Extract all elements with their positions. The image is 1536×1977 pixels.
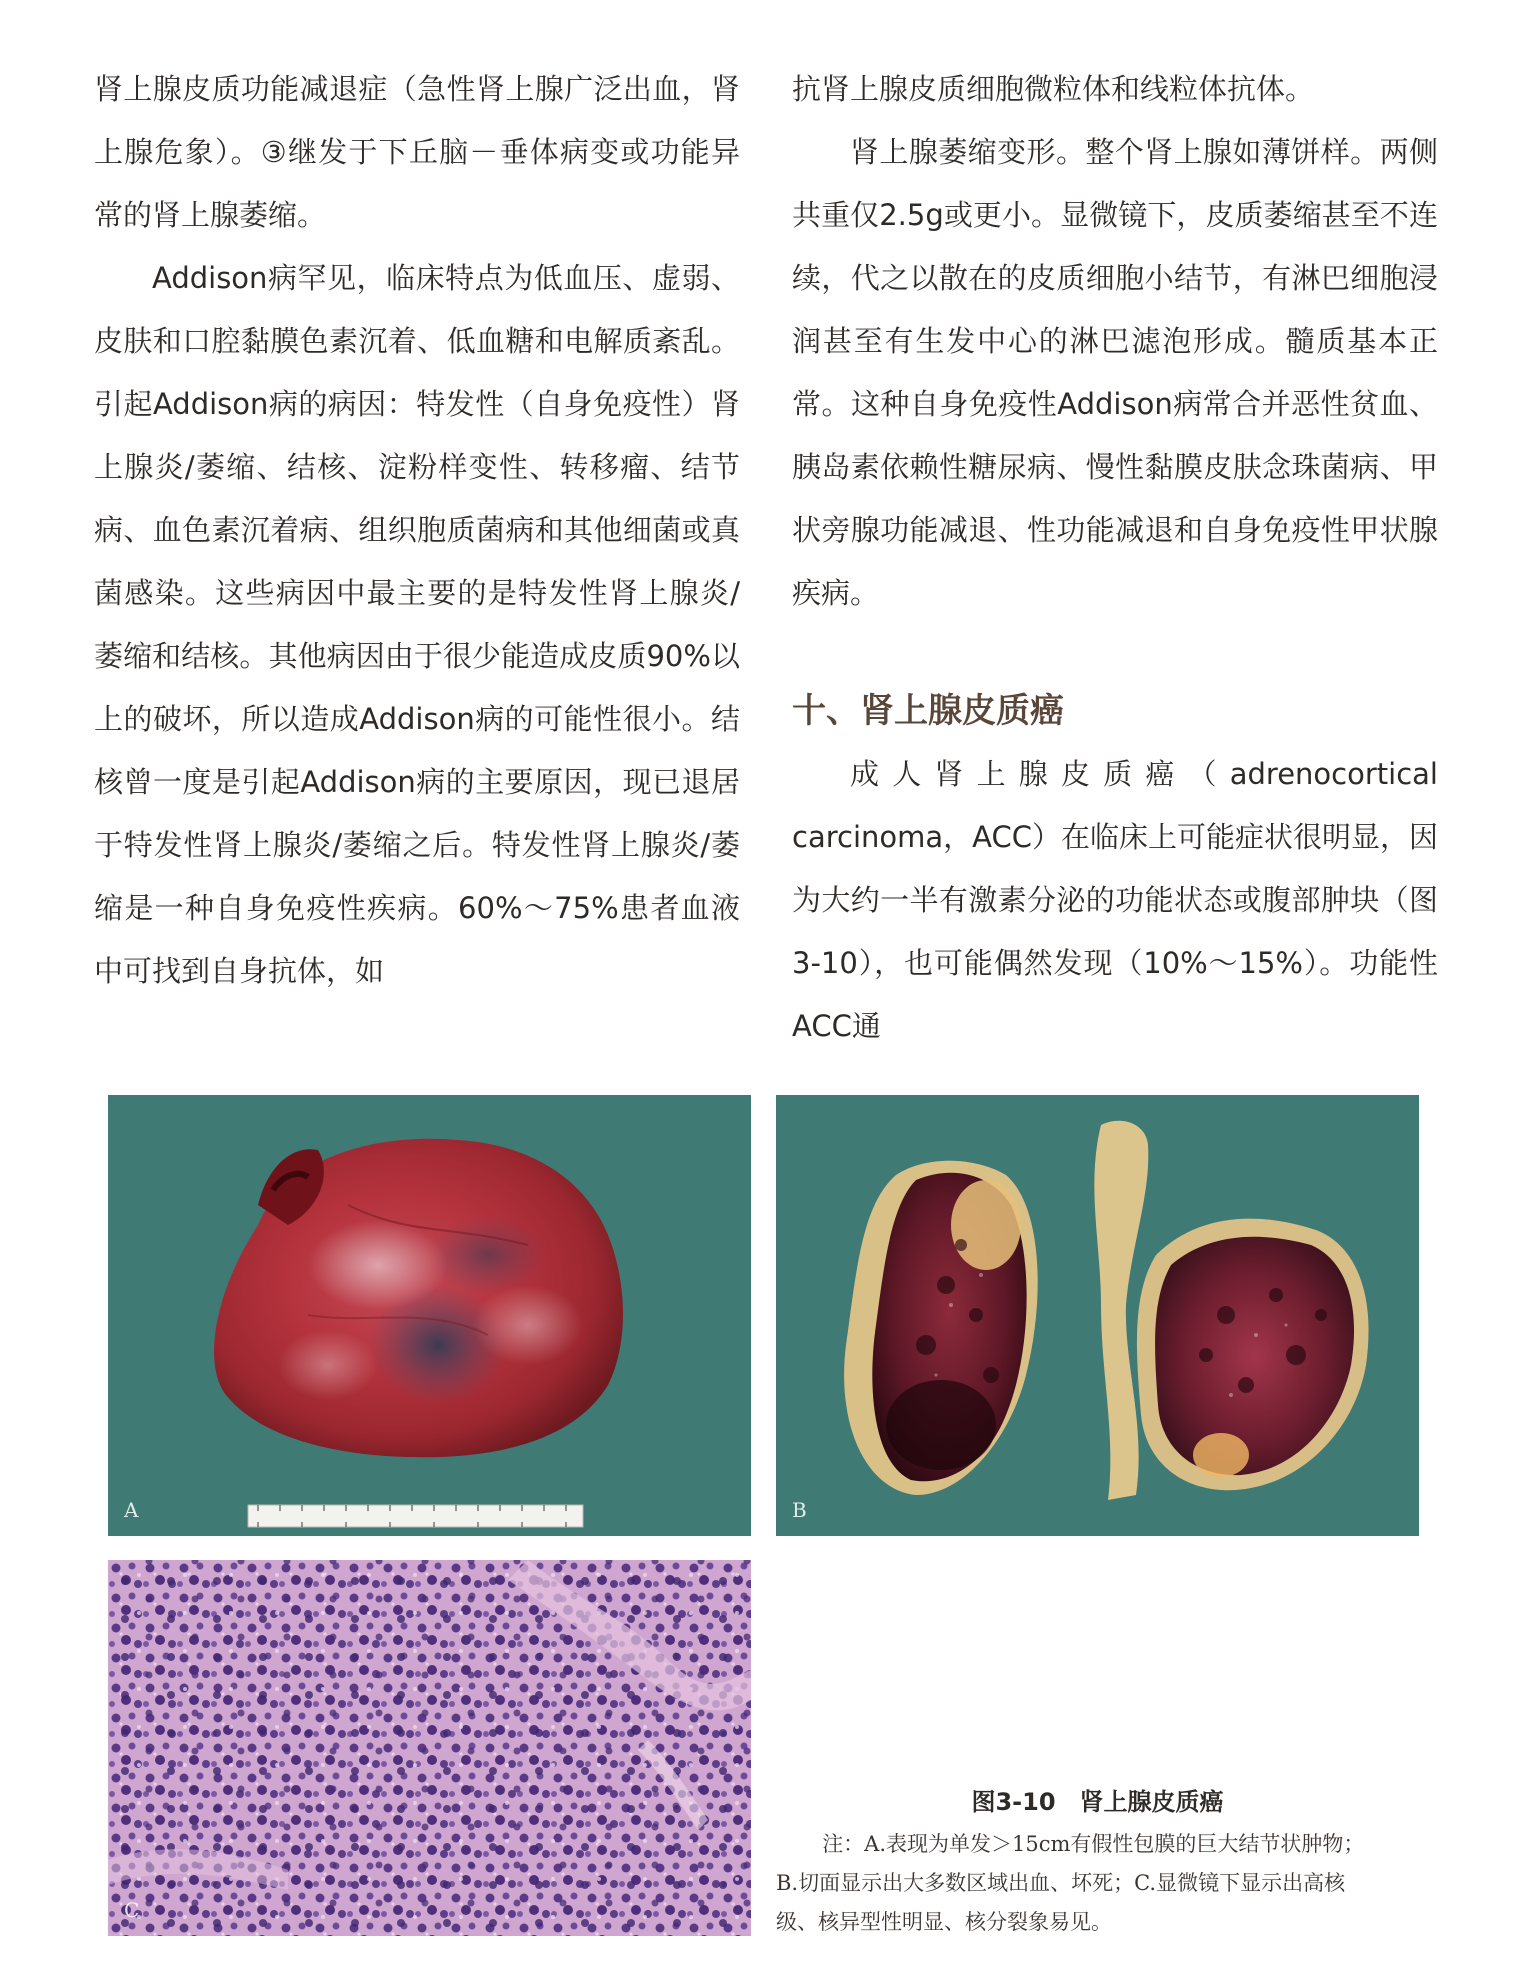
left-paragraph-1: 肾上腺皮质功能减退症（急性肾上腺广泛出血，肾上腺危象）。③继发于下丘脑－垂体病变或功能异常的肾上腺萎缩。 — [94, 72, 740, 232]
section-heading: 十、肾上腺皮质癌 — [792, 691, 1064, 731]
histology-micrograph — [108, 1560, 751, 1936]
right-paragraph-atrophy: 肾上腺萎缩变形。整个肾上腺如薄饼样。两侧共重仅2.5g或更小。显微镜下，皮质萎缩甚至不连续，代之以散在的皮质细胞小结节，有淋巴细胞浸润甚至有生发中心的淋巴滤泡形成。髓质基本正常。这种自身免疫性Addison病常合并恶性贫血、胰岛素依赖性糖尿病、慢性黏膜皮肤念珠菌病、甲状旁腺功能减退、性功能减退和自身免疫性甲状腺疾病。 — [792, 135, 1438, 610]
figure-panel-b — [776, 1095, 1419, 1536]
panel-b-label: B — [792, 1498, 807, 1522]
right-paragraph-acc: 成人肾上腺皮质癌（adrenocortical carcinoma，ACC）在临床上可能症状很明显，因为大约一半有激素分泌的功能状态或腹部肿块（图3-10），也可能偶然发现（10%～15%）。功能性ACC通 — [792, 757, 1438, 1043]
figure-caption-title: 图3-10 肾上腺皮质癌 — [971, 1788, 1224, 1816]
left-paragraph-2: Addison病罕见，临床特点为低血压、虚弱、皮肤和口腔黏膜色素沉着、低血糖和电解质紊乱。引起Addison病的病因：特发性（自身免疫性）肾上腺炎/萎缩、结核、淀粉样变性、转移瘤、结节病、血色素沉着病、组织胞质菌病和其他细菌或真菌感染。这些病因中最主要的是特发性肾上腺炎/萎缩和结核。其他病因由于很少能造成皮质90%以上的破坏，所以造成Addison病的可能性很小。结核曾一度是引起Addison病的主要原因，现已退居于特发性肾上腺炎/萎缩之后。特发性肾上腺炎/萎缩是一种自身免疫性疾病。60%～75%患者血液中可找到自身抗体，如 — [94, 261, 740, 988]
figure-caption-note — [776, 1825, 1419, 1942]
figure-panel-c — [108, 1560, 751, 1936]
ruler — [248, 1505, 583, 1527]
panel-c-label: C — [124, 1898, 140, 1922]
figure-panel-a — [108, 1095, 751, 1536]
left-column — [94, 58, 740, 1003]
right-paragraph-continued: 抗肾上腺皮质细胞微粒体和线粒体抗体。 — [792, 72, 1315, 106]
tumor-cut-surface-image — [776, 1095, 1419, 1536]
tumor-gross-image — [108, 1095, 751, 1536]
caption-note-line: 级、核异型性明显、核分裂象易见。 — [776, 1910, 1112, 1934]
caption-note-line: B.切面显示出大多数区域出血、坏死；C.显微镜下显示出高核 — [776, 1871, 1346, 1895]
panel-a-label: A — [124, 1498, 139, 1522]
right-column — [792, 58, 1438, 1058]
caption-note-line: 注：A.表现为单发＞15cm有假性包膜的巨大结节状肿物； — [822, 1832, 1365, 1856]
